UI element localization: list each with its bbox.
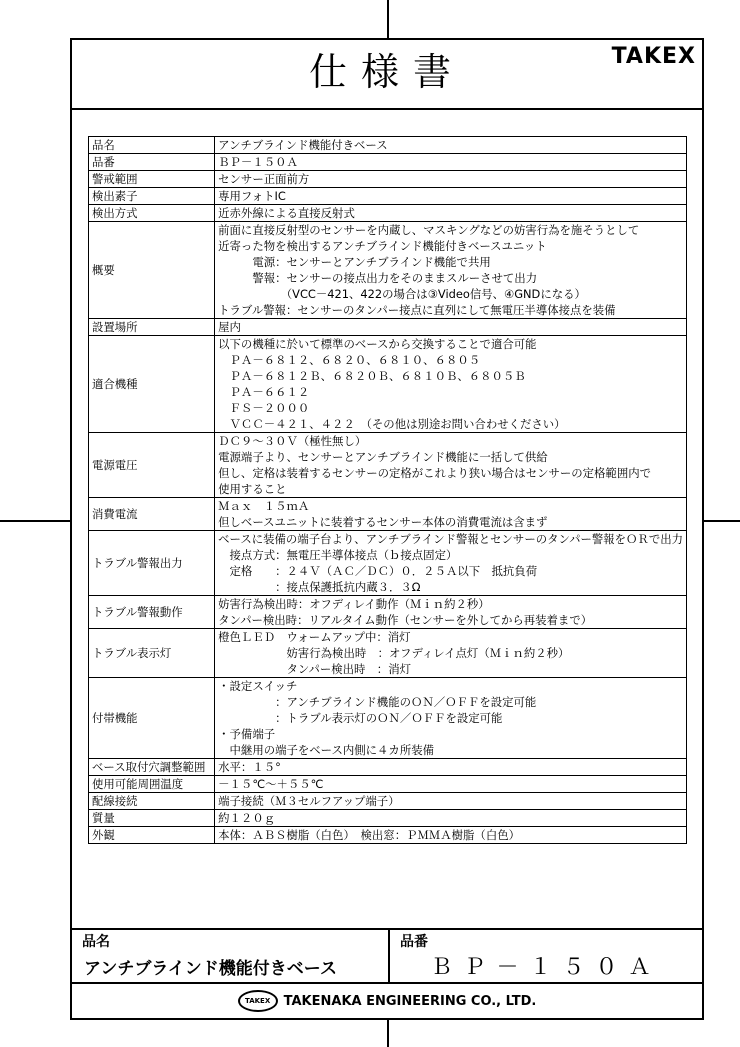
spec-label: トラブル警報動作 [89,596,215,629]
spec-value [215,793,687,810]
spec-value [215,531,687,596]
spec-value-line: 端子接続（Ｍ３セルフアップ端子） [218,794,400,808]
spec-value [215,776,687,793]
spec-value [215,222,687,319]
spec-value [215,336,687,433]
product-number-label: 品番 [400,934,428,950]
spec-value-line: ベースに装備の端子台より、アンチブラインド警報とセンサーのタンパー警報をＯＲで出力 [218,532,683,546]
spec-row [89,154,687,171]
spec-value-line: ・予備端子 [218,727,276,741]
spec-row [89,205,687,222]
spec-row [89,810,687,827]
spec-table [88,136,687,844]
spec-row [89,433,687,498]
crop-mark-left [0,520,70,522]
spec-value-line: タンパー検出時：リアルタイム動作（センサーを外してから再装着まで） [218,613,593,627]
spec-row [89,629,687,678]
spec-value-line: 電源端子より、センサーとアンチブラインド機能に一括して供給 [218,450,548,464]
spec-row [89,531,687,596]
spec-value [215,171,687,188]
spec-label: 配線接続 [89,793,215,810]
spec-row [89,222,687,319]
spec-label: 質量 [89,810,215,827]
spec-label: 検出素子 [89,188,215,205]
spec-label: 外観 [89,827,215,844]
spec-value-line: ＦＳ－２０００ [218,401,310,415]
spec-value-line: 妨害行為検出時：オフディレイ動作（Ｍｉｎ約２秒） [218,597,490,611]
spec-label: 電源電圧 [89,433,215,498]
spec-value [215,433,687,498]
spec-value [215,319,687,336]
spec-row [89,678,687,759]
spec-value [215,596,687,629]
spec-value [215,759,687,776]
spec-value-line: －１５℃～＋５５℃ [218,777,324,791]
spec-value-line: ＤＣ９～３０Ｖ（極性無し） [218,434,367,448]
spec-row [89,827,687,844]
spec-label: 概要 [89,222,215,319]
product-name-box [72,930,390,984]
spec-value-line: ＰＡ－６６１２ [218,385,310,399]
spec-value [215,498,687,531]
spec-value-line: 但しベースユニットに装着するセンサー本体の消費電流は含まず [218,515,548,529]
crop-mark-bottom [387,1020,389,1047]
spec-value-line: 接点方式：無電圧半導体接点（ｂ接点固定） [218,548,458,562]
document-header [72,40,702,110]
spec-value-line: ・設定スイッチ [218,679,298,693]
spec-value-line: トラブル警報：センサーのタンパー接点に直列にして無電圧半導体接点を装備 [218,303,616,317]
spec-row [89,319,687,336]
spec-value-line: Ｍａｘ １５ｍＡ [218,499,310,513]
product-name-value: アンチブラインド機能付きベース [84,959,337,979]
spec-value-line: 約１２０ｇ [218,811,276,825]
spec-value-line: 警報：センサーの接点出力をそのままスルーさせて出力 [218,271,538,285]
spec-value-line: 中継用の端子をベース内側に４カ所装備 [218,743,434,757]
spec-label: トラブル表示灯 [89,629,215,678]
spec-row [89,498,687,531]
product-number-box [390,930,702,984]
spec-label: 品名 [89,137,215,154]
spec-label: ベース取付穴調整範囲 [89,759,215,776]
spec-value-line: 使用すること [218,482,287,496]
spec-value-line: 定格 ：２４Ｖ（ＡＣ／ＤＣ）０．２５Ａ以下 抵抗負荷 [218,564,538,578]
spec-row [89,336,687,433]
page-title: 仕様書 [308,50,465,94]
spec-value [215,629,687,678]
spec-value [215,188,687,205]
spec-value-line: ＰＡ－６８１２、６８２０、６８１０、６８０５ [218,353,481,367]
spec-value-line: 近赤外線による直接反射式 [218,206,355,220]
spec-value-line: 専用フォトIC [218,189,286,203]
spec-value-line: 近寄った物を検出するアンチブラインド機能付きベースユニット [218,239,547,253]
brand-logo: TAKEX [611,44,696,69]
spec-row [89,596,687,629]
product-name-label: 品名 [82,934,110,950]
crop-mark-right [704,520,740,522]
spec-value [215,810,687,827]
spec-label: 設置場所 [89,319,215,336]
spec-value-line: ＢＰ－１５０Ａ [218,155,298,169]
spec-value-line: ＶＣＣ－４２１、４２２ （その他は別途お問い合わせください） [218,417,566,431]
spec-label: 適合機種 [89,336,215,433]
spec-value-line: 但し、定格は装着するセンサーの定格がこれより狭い場合はセンサーの定格範囲内で [218,466,651,480]
spec-value-line: 前面に直接反射型のセンサーを内蔵し、マスキングなどの妨害行為を施そうとして [218,223,640,237]
spec-value-line: アンチブラインド機能付きベース [218,138,388,152]
spec-row [89,137,687,154]
product-number-value: ＢＰ－１５０Ａ [430,955,662,980]
spec-value [215,827,687,844]
spec-value [215,678,687,759]
spec-row [89,793,687,810]
spec-value-line: 本体：ＡＢＳ樹脂（白色） 検出窓：ＰＭＭＡ樹脂（白色） [218,828,520,842]
spec-row [89,171,687,188]
spec-value-line: ：アンチブラインド機能のＯＮ／ＯＦＦを設定可能 [218,695,537,709]
spec-value-line: （VCC－421、422の場合は③Video信号、④GNDになる） [218,287,586,301]
spec-value [215,137,687,154]
spec-label: 消費電流 [89,498,215,531]
spec-label: 警戒範囲 [89,171,215,188]
spec-value-line: ：トラブル表示灯のＯＮ／ＯＦＦを設定可能 [218,711,503,725]
spec-value-line: 水平：１５° [218,760,281,774]
spec-value-line: 屋内 [218,320,241,334]
spec-value-line: ＰＡ－６８１２Ｂ、６８２０Ｂ、６８１０Ｂ、６８０５Ｂ [218,369,526,383]
spec-value [215,154,687,171]
spec-label: 品番 [89,154,215,171]
company-line [72,990,702,1014]
spec-label: 使用可能周囲温度 [89,776,215,793]
company-name: TAKENAKA ENGINEERING CO., LTD. [283,993,537,1009]
spec-value-line: 橙色ＬＥＤ ウォームアップ中：消灯 [218,630,411,644]
spec-value-line: ：接点保護抵抗内蔵３．３Ω [218,580,421,594]
document-frame [70,38,704,1020]
spec-value-line: 以下の機種に於いて標準のベースから交換することで適合可能 [218,337,537,351]
spec-value [215,205,687,222]
spec-value-line: タンパー検出時 ：消灯 [218,662,411,676]
spec-label: トラブル警報出力 [89,531,215,596]
spec-row [89,776,687,793]
spec-row [89,188,687,205]
spec-value-line: 妨害行為検出時 ：オフディレイ点灯（Ｍｉｎ約２秒） [218,646,570,660]
spec-value-line: 電源：センサーとアンチブラインド機能で共用 [218,255,491,269]
company-logo: TAKEX [238,990,278,1012]
spec-value-line: センサー正面前方 [218,172,310,186]
title-block [72,928,702,1020]
crop-mark-top [387,0,389,38]
spec-label: 検出方式 [89,205,215,222]
spec-row [89,759,687,776]
spec-label: 付帯機能 [89,678,215,759]
